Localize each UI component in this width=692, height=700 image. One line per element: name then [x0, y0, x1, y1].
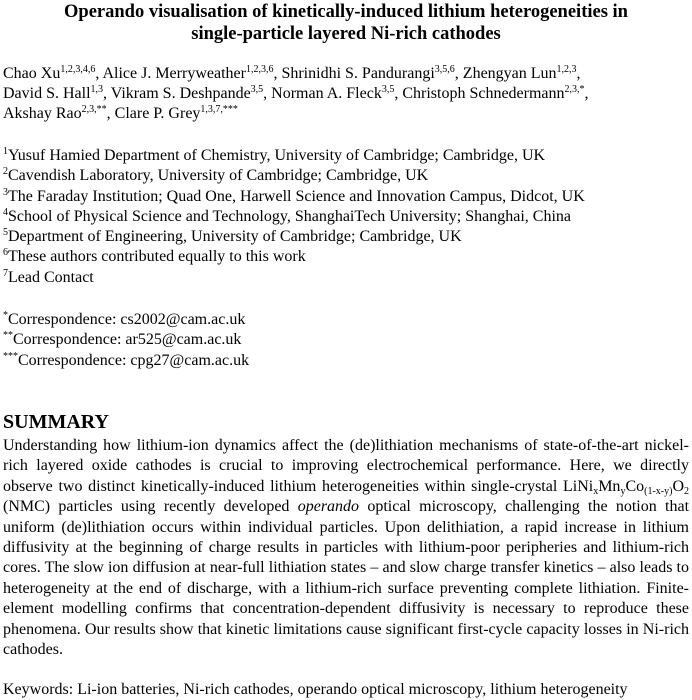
affiliation-text: Lead Contact: [8, 268, 94, 286]
author-affiliation-marks: 1,3,7,***: [200, 104, 238, 115]
author-name: Zhengyan Lun: [462, 65, 557, 82]
author-name: Norman A. Fleck: [271, 85, 382, 102]
author-name: Vikram S. Deshpande: [110, 85, 251, 102]
affiliation-text: Yusuf Hamied Department of Chemistry, University of Cambridge; Cambridge, UK: [8, 147, 546, 164]
summary-paragraph: Understanding how lithium-ion dynamics affect the (de)lithiation mechanisms of state-of-the-art nickel-rich layered oxide cathodes is crucial to improving electrochemical performance. Here, we directly observe two distinct kinetically-induced lithium heterogeneities within single-crystal $LiNi_xMn_yCo_{(1-x-y)}O_2$ (NMC) particles using recently developed operando optical microscopy, challenging the notion that uniform (de)lithiation occurs within individual particles. Upon delithiation, a rapid increase in lithium diffusivity at the beginning of charge results in particles with lithium-poor peripheries and lithium-rich cores. The slow ion diffusion at near-full lithiation states – and slow charge transfer kinetics – also leads to heterogeneity at the end of discharge, with a lithium-rich surface preventing complete lithiation. Finite-element modelling confirms that concentration-dependent diffusivity is necessary to reproduce these phenomena. Our results show that kinetic limitations cause significant first-cycle capacity losses in Ni-rich cathodes.: [3, 437, 690, 659]
author: [115, 105, 238, 122]
affiliation: [3, 247, 689, 267]
affiliation: [3, 146, 689, 166]
author: Zhengyan Lun$^{1,2,3}$,: [462, 64, 581, 82]
affiliation-number: 3: [3, 186, 8, 198]
nmc-formula: $LiNi_xMn_yCo_{(1-x-y)}O_2$: [562, 477, 689, 497]
correspondence-text: Correspondence: ar525@cam.ac.uk: [13, 331, 242, 349]
affiliation-number: 7: [3, 267, 8, 279]
author: Christoph Schnedermann$^{2,3,*}$,: [402, 84, 589, 102]
author: Vikram S. Deshpande$^{3,5}$,: [110, 84, 272, 102]
author-affiliation-marks: 1,3: [90, 84, 104, 95]
affiliation-text: Department of Engineering, University of Cambridge; Cambridge, UK: [8, 228, 462, 246]
affiliation: [3, 268, 689, 288]
correspondence-mark: *: [3, 310, 8, 321]
affiliation-number: 5: [3, 227, 8, 239]
author-affiliation-marks: 2,3,**: [81, 104, 107, 115]
author-affiliation-marks: 1,2,3,6: [245, 64, 274, 75]
correspondence-item: [3, 310, 689, 330]
correspondence-list: [3, 310, 689, 371]
keywords: Keywords: Li-ion batteries, Ni-rich cathodes, operando optical microscopy, lithium heterogeneity: [3, 681, 628, 698]
affiliation-number: 2: [3, 166, 8, 178]
author: David S. Hall$^{1,3}$,: [3, 84, 111, 102]
affiliation-number: 1: [3, 146, 8, 157]
author: Akshay Rao$^{2,3,**}$,: [3, 104, 115, 122]
affiliation-text: These authors contributed equally to this work: [8, 248, 306, 266]
affiliation-list: [3, 146, 689, 288]
correspondence-text: Correspondence: cpg27@cam.ac.uk: [18, 351, 250, 369]
author-name: Clare P. Grey: [114, 105, 201, 122]
title-line-2: single-particle layered Ni-rich cathodes: [191, 24, 501, 44]
author-affiliation-marks: 1,2,3,4,6: [60, 64, 96, 75]
author-name: Akshay Rao: [3, 105, 82, 122]
author-affiliation-marks: 3,5: [381, 84, 395, 95]
paper-title: [0, 1, 692, 45]
affiliation-text: The Faraday Institution; Quad One, Harwell Science and Innovation Campus, Didcot, UK: [8, 187, 585, 205]
author-affiliation-marks: 2,3,*: [564, 84, 585, 95]
affiliation-number: 6: [3, 247, 8, 259]
correspondence-text: Correspondence: cs2002@cam.ac.uk: [8, 311, 246, 328]
affiliation: [3, 207, 689, 227]
title-line-1: Operando visualisation of kinetically-induced lithium heterogeneities in: [64, 2, 628, 22]
author-name: Alice J. Merryweather: [102, 65, 246, 82]
author: Shrinidhi S. Pandurangi$^{3,5,6}$,: [281, 64, 463, 82]
author-affiliation-marks: 1,2,3: [556, 64, 577, 75]
author: Chao Xu$^{1,2,3,4,6}$,: [3, 64, 103, 82]
author-affiliation-marks: 3,5,6: [434, 64, 455, 75]
correspondence-mark: **: [3, 330, 13, 342]
author-name: Christoph Schnedermann: [402, 85, 565, 102]
summary-heading: SUMMARY: [3, 411, 109, 433]
affiliation: [3, 166, 689, 186]
correspondence-item: [3, 351, 689, 371]
affiliation-number: 4: [3, 206, 8, 218]
author-list: [3, 64, 689, 124]
author-affiliation-marks: 3,5: [250, 84, 264, 95]
author-name: David S. Hall: [3, 85, 91, 102]
affiliation-text: Cavendish Laboratory, University of Cambridge; Cambridge, UK: [8, 167, 429, 185]
affiliation: [3, 227, 689, 247]
affiliation-text: School of Physical Science and Technology, ShanghaiTech University; Shanghai, China: [8, 207, 571, 225]
author: Alice J. Merryweather$^{1,2,3,6}$,: [102, 64, 282, 82]
correspondence-mark: ***: [3, 350, 18, 362]
author-name: Chao Xu: [3, 65, 61, 82]
affiliation: [3, 187, 689, 207]
correspondence-item: [3, 330, 689, 350]
author-name: Shrinidhi S. Pandurangi: [281, 65, 435, 82]
operando-italic: operando: [297, 498, 360, 516]
author: Norman A. Fleck$^{3,5}$,: [271, 84, 403, 102]
